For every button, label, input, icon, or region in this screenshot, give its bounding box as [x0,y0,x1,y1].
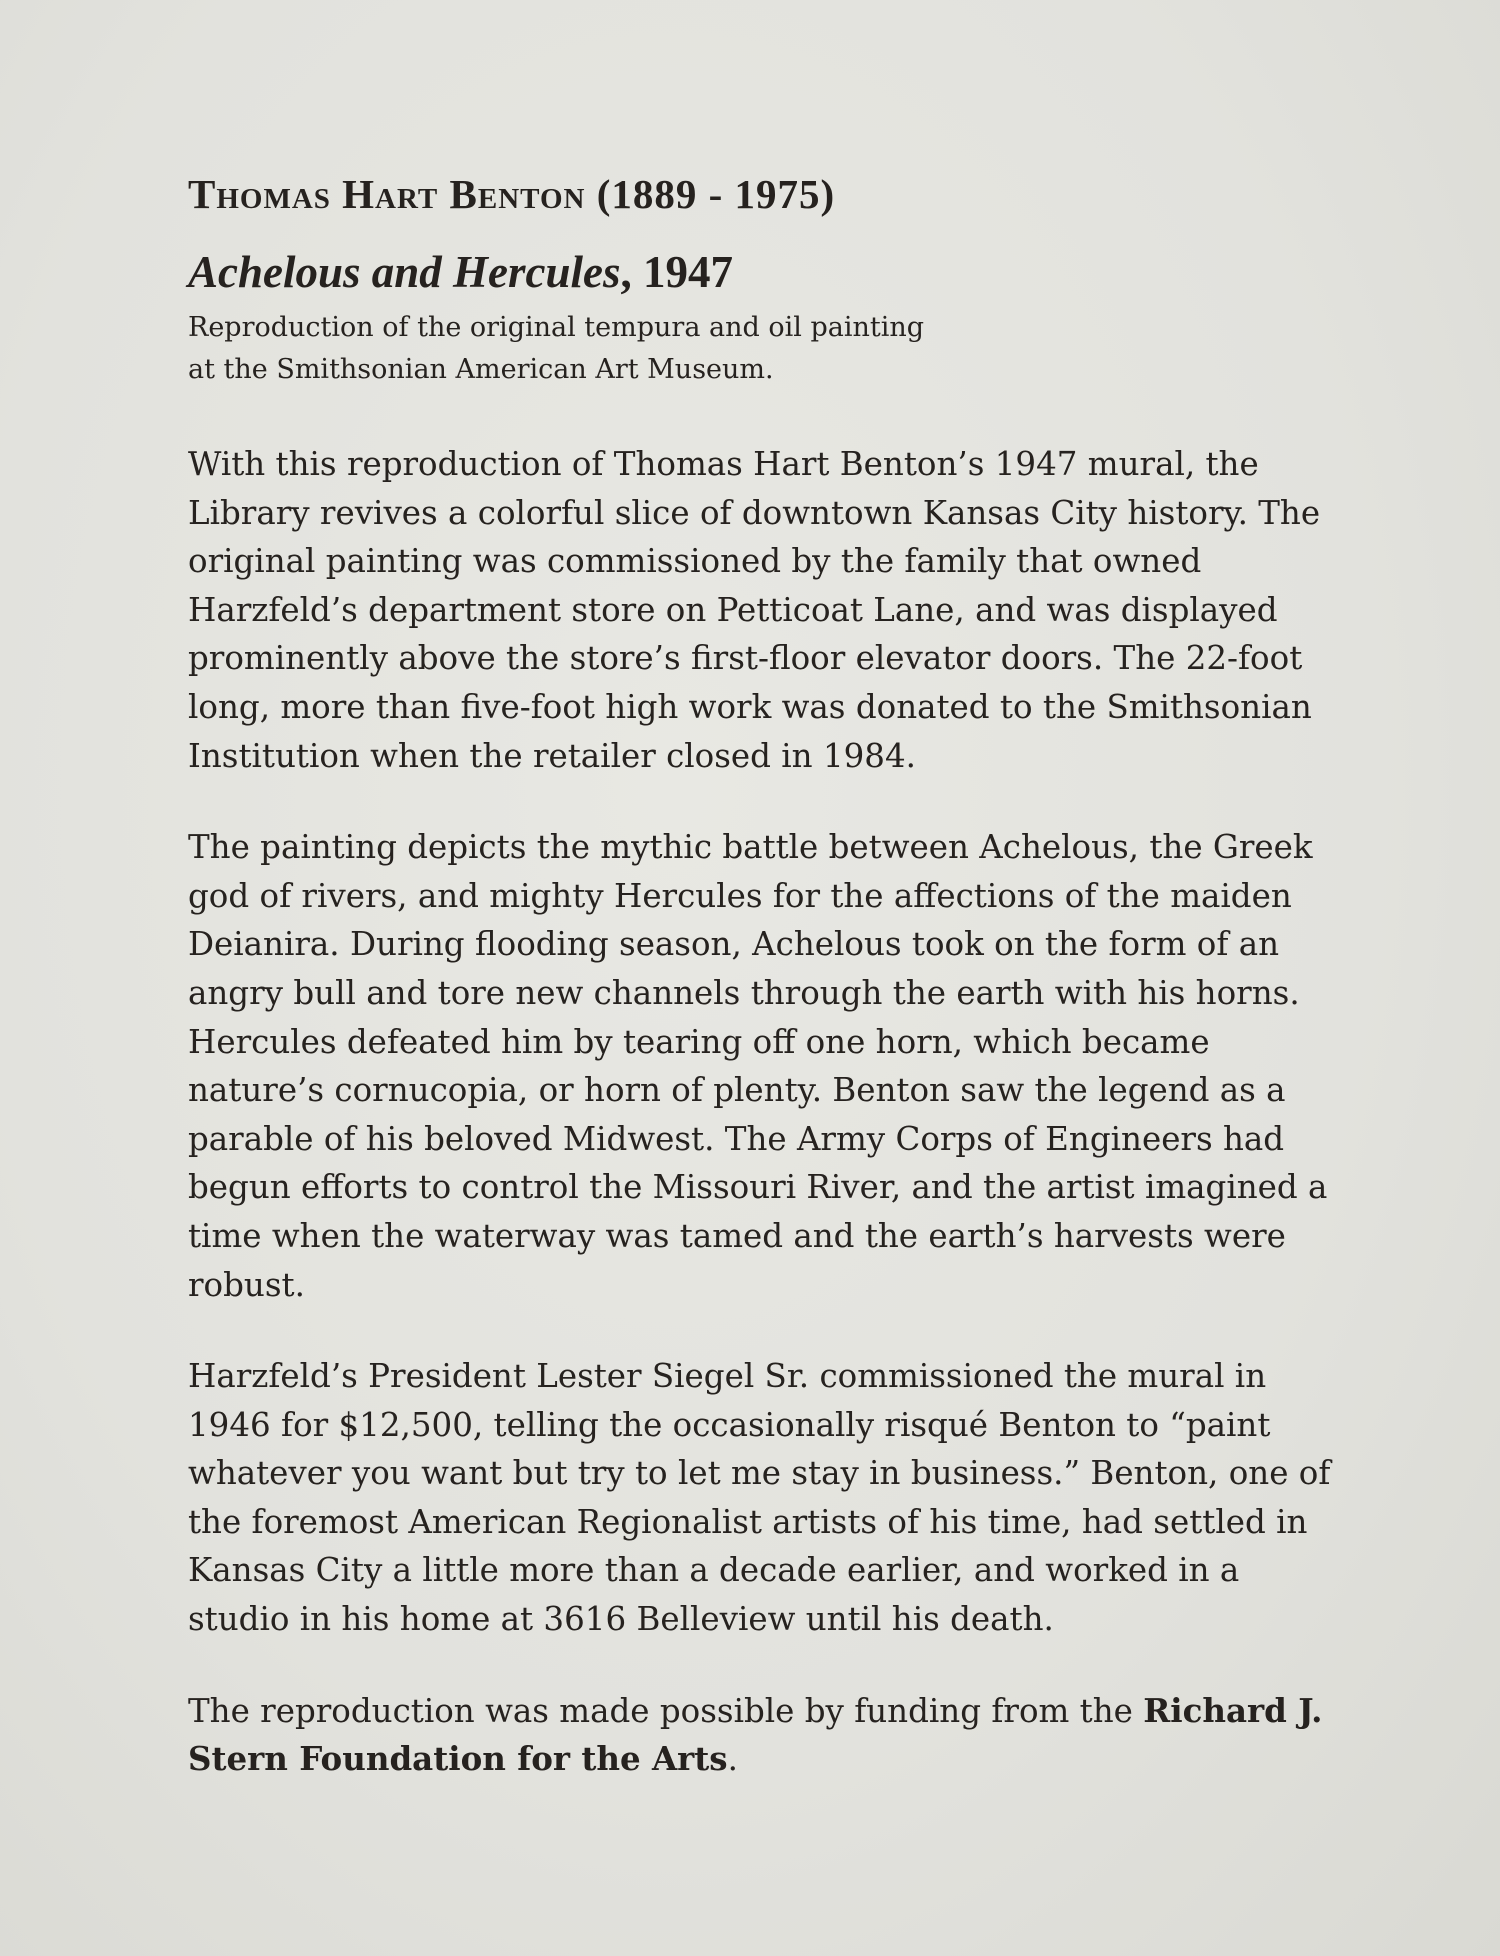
artwork-year: 1947 [643,247,734,298]
paragraph-myth: The painting depicts the mythic battle between Achelous, the Greek god of rivers, and mighty Hercules for the affections of the maiden Deianira. During flooding season, Achelous took on the form of an angry bull and tore new channels through the earth with his horns. Hercules defeated him by tearing off one horn, which became nature’s cornucopia, or horn of plenty. Benton saw the legend as a parable of his beloved Midwest. The Army Corps of Engineers had begun efforts to control the Missouri River, and the artist imagined a time when the waterway was tamed and the earth’s harvests were robust. [188,828,1328,1304]
credit-text: The reproduction was made possible by funding from the [188,1691,1144,1730]
subtitle-line-1: Reproduction of the original tempura and oil painting [188,312,925,344]
funder-name: Richard J. Stern Foundation for the Arts [188,1690,1323,1779]
placard-header [188,170,1368,391]
title-separator: , [620,247,644,298]
artwork-subtitle [188,307,1048,391]
artwork-title: Achelous and Hercules [188,247,621,298]
paragraph-commission: Harzfeld’s President Lester Siegel Sr. commissioned the mural in 1946 for $12,500, telling the occasionally risqué Benton to “paint whatever you want but try to let me stay in business.” Benton, one of the foremost American Regionalist artists of his time, had settled in Kansas City a little more than a decade earlier, and worked in a studio in his home at 3616 Belleview until his death. [188,1357,1331,1639]
artist-heading: Thomas Hart Benton (1889 - 1975) [188,171,836,217]
paragraph-mural-history: With this reproduction of Thomas Hart Benton’s 1947 mural, the Library revives a colorful slice of downtown Kansas City history. The original painting was commissioned by the family that owned Harzfeld’s department store on Petticoat Lane, and was displayed prominently above the store’s first-floor elevator doors. The 22-foot long, more than five-foot high work was donated to the Smithsonian Institution when the retailer closed in 1984. [188,445,1321,775]
credit-end: . [727,1740,738,1779]
credit-line [188,1687,1338,1784]
artwork-title-line [188,245,1368,299]
placard-body [188,440,1338,1784]
subtitle-line-2: at the Smithsonian American Art Museum. [188,354,774,386]
